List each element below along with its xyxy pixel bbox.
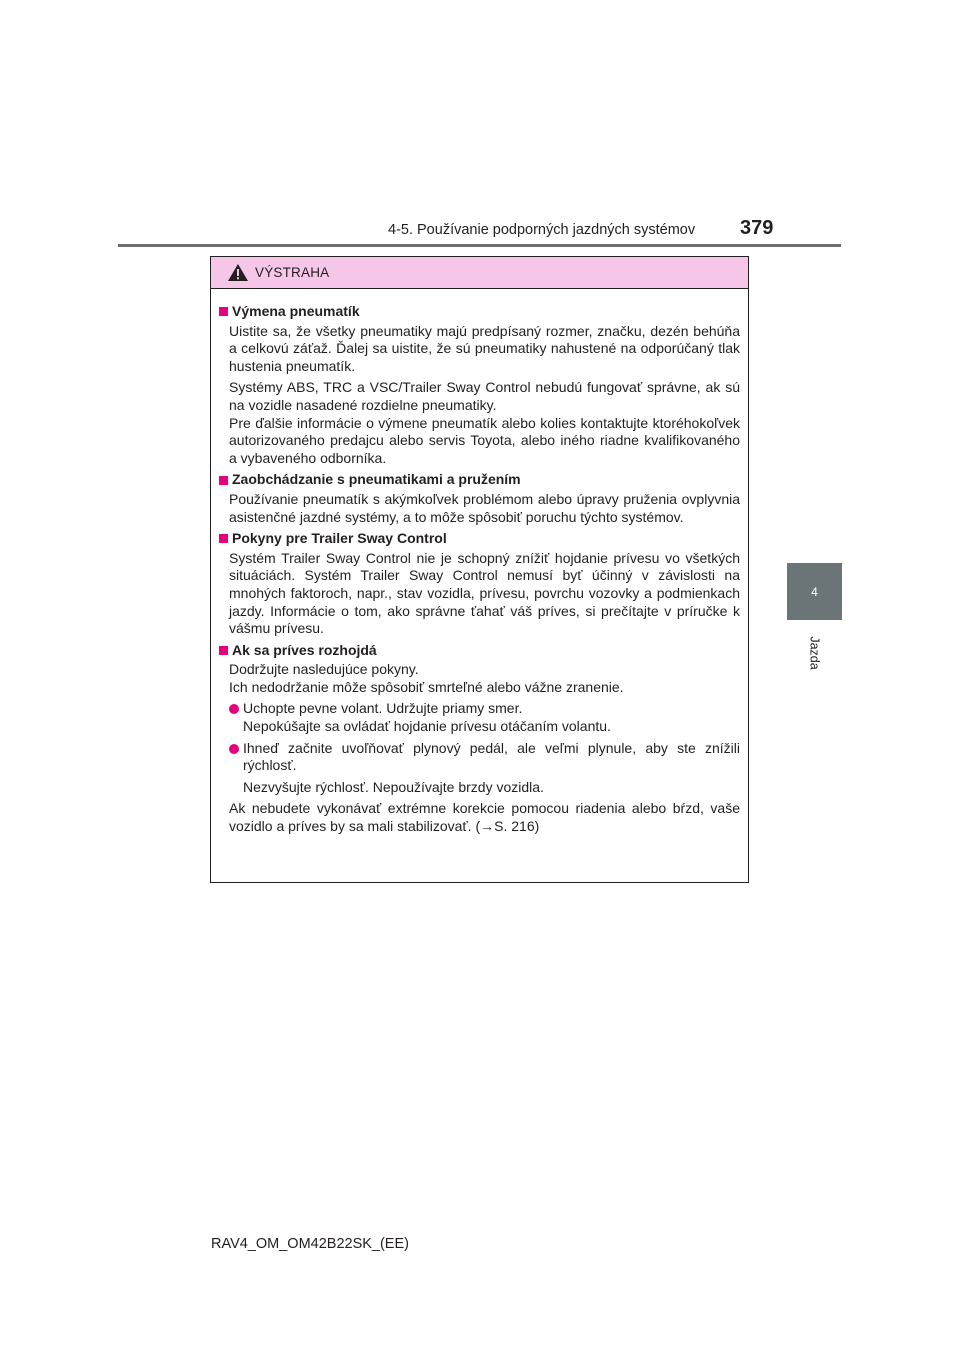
section-title (219, 642, 740, 660)
section-title-text: Ak sa príves rozhojdá (232, 641, 377, 658)
closing-paragraph: Ak nebudete vykonávať extrémne korekcie pomocou riadenia alebo bŕzd, vaše vozidlo a príves by sa mali stabilizovať. (→S. 216) (229, 800, 740, 835)
list-item (219, 740, 740, 775)
chapter-title: Jazda (807, 636, 822, 670)
square-bullet-icon (219, 534, 228, 543)
intro-line: Dodržujte nasledujúce pokyny. (229, 661, 419, 678)
paragraph: Systémy ABS, TRC a VSC/Trailer Sway Control nebudú fungovať správne, ak sú na vozidle nasadené rozdielne pneumatiky. (229, 379, 740, 413)
bullet-text (243, 700, 740, 735)
section-trailer-sway (219, 642, 740, 836)
bullet-text: Ihneď začnite uvoľňovať plynový pedál, ale veľmi plynule, aby ste znížili rýchlosť. (243, 739, 740, 774)
circle-bullet-icon (229, 704, 239, 714)
square-bullet-icon (219, 646, 228, 655)
circle-bullet-icon (229, 744, 239, 754)
square-bullet-icon (219, 307, 228, 316)
bullet-line: Uchopte pevne volant. Udržujte priamy smer. (243, 700, 523, 717)
bullet-line: Nepokúšajte sa ovládať hojdanie prívesu otáčaním volantu. (243, 718, 611, 735)
section-title-text: Pokyny pre Trailer Sway Control (232, 530, 447, 547)
list-item (219, 700, 740, 735)
header-divider (118, 244, 841, 247)
intro-line: Ich nedodržanie môže spôsobiť smrteľné alebo vážne zranenie. (229, 678, 624, 695)
warning-body (211, 289, 748, 836)
section-title-text: Zaobchádzanie s pneumatikami a pružením (232, 471, 521, 488)
warning-triangle-icon (227, 263, 249, 282)
chapter-number: 4 (811, 584, 818, 599)
warning-box (210, 256, 749, 883)
section-title (219, 471, 740, 489)
section-title (219, 303, 740, 321)
paragraph: Pre ďalšie informácie o výmene pneumatík alebo kolies kontaktujte ktoréhokoľvek autorizovaného predajcu alebo servis Toyota, alebo iného riadne kvalifikovaného a vybaveného odborníka. (229, 414, 740, 466)
warning-title: VÝSTRAHA (255, 265, 330, 280)
section-title (219, 530, 740, 548)
paragraph: Používanie pneumatík s akýmkoľvek problémom alebo úpravy pruženia ovplyvnia asistenčné jazdné systémy, a to môže spôsobiť poruchu týchto systémov. (229, 490, 740, 525)
paragraph: Uistite sa, že všetky pneumatiky majú predpísaný rozmer, značku, dezén behúňa a celkovú záťaž. Ďalej sa uistite, že sú pneumatiky nahustené na odporúčaný tlak hustenia pneumatík. (229, 322, 740, 374)
square-bullet-icon (219, 476, 228, 485)
section-trailer-sway-control (219, 530, 740, 638)
chapter-tab[interactable] (787, 563, 842, 620)
section-tire-replacement (219, 303, 740, 467)
header-section-title: 4-5. Používanie podporných jazdných systémov (388, 222, 696, 238)
paragraph: Systém Trailer Sway Control nie je schopný znížiť hojdanie prívesu vo všetkých situáciách. Systém Trailer Sway Control nemusí byť účinný v závislosti na mnohých faktoroch, napr., stav vozidla, prívesu, povrchu vozovky a podmienkach jazdy. Informácie o tom, ako správne ťahať váš príves, si prečítajte v príručke k vášmu prívesu. (229, 549, 740, 637)
bullet-continuation: Nezvyšujte rýchlosť. Nepoužívajte brzdy vozidla. (243, 778, 544, 795)
section-title-text: Výmena pneumatík (232, 303, 360, 319)
chapter-label (780, 630, 850, 676)
page-number: 379 (740, 217, 774, 239)
footer-document-code: RAV4_OM_OM42B22SK_(EE) (211, 1236, 409, 1252)
warning-header (211, 257, 748, 289)
section-tire-suspension-handling (219, 471, 740, 526)
